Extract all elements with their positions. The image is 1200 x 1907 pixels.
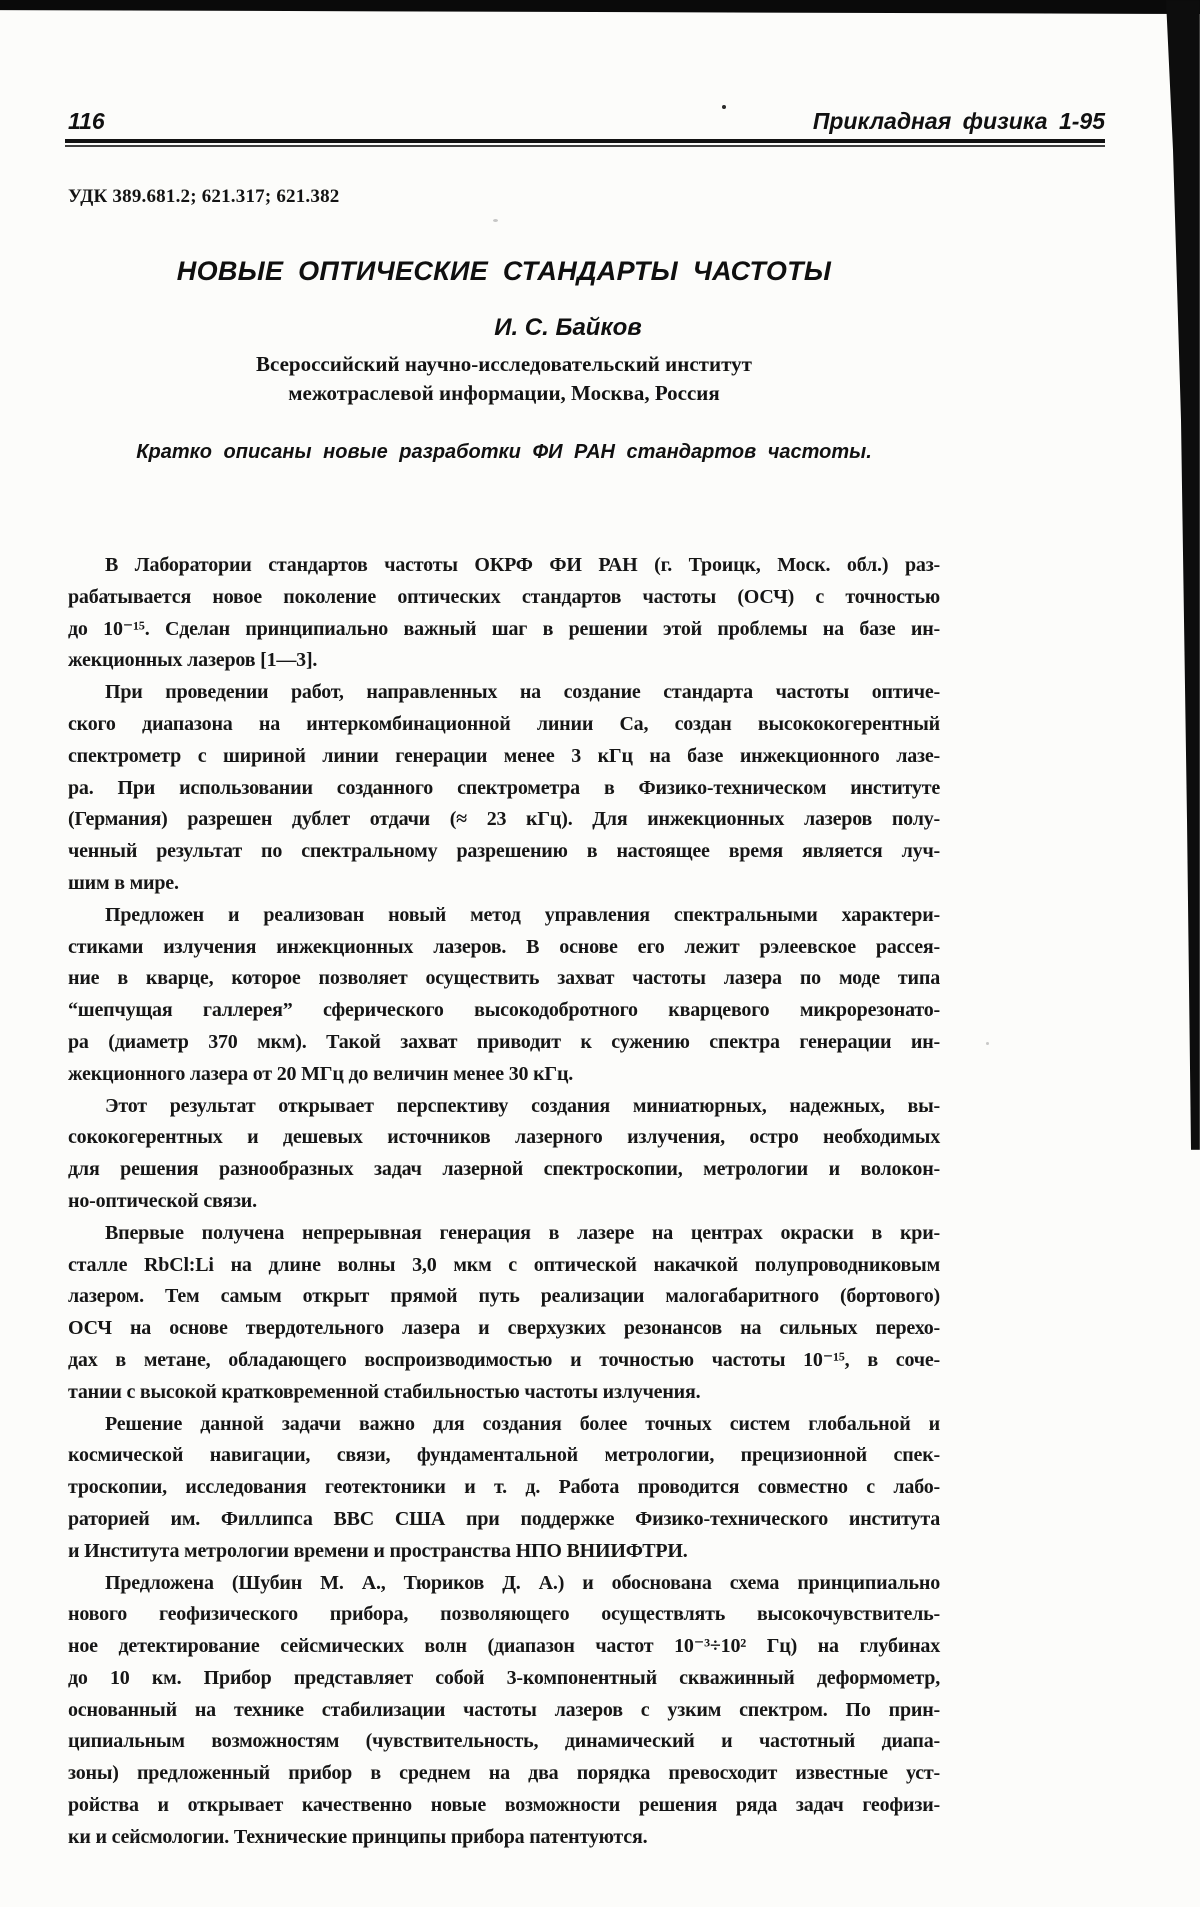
body-text-line: “шепчущая галлерея” сферического высокодобротного кварцевого микрорезонато- (68, 999, 940, 1022)
body-text-line: тании с высокой кратковременной стабильностью частоты излучения. (68, 1380, 701, 1403)
body-text-line: и Института метрологии времени и пространства НПО ВНИИФТРИ. (68, 1539, 688, 1562)
body-text-line: ципиальным возможностям (чувствительность, динамический и частотный диапа- (68, 1730, 940, 1753)
page-number: 116 (68, 108, 105, 134)
body-text-line: нового геофизического прибора, позволяющего осуществлять высокочувствитель- (68, 1603, 940, 1626)
article-body (68, 550, 940, 1854)
affiliation-line-2: межотраслевой информации, Москва, Россия (288, 381, 720, 405)
body-text-line: Решение данной задачи важно для создания более точных систем глобальной и (105, 1412, 940, 1435)
paragraph (68, 1409, 940, 1568)
body-text-line: ского диапазона на интеркомбинационной линии Са, создан высококогерентный (68, 712, 940, 735)
article-author: И. С. Байков (494, 314, 642, 341)
body-text-line: Предложен и реализован новый метод управления спектральными характери- (105, 903, 940, 926)
body-text-line: троскопии, исследования геотектоники и т. д. Работа проводится совместно с лабо- (68, 1476, 940, 1499)
paragraph (68, 677, 940, 900)
body-text-line: рабатывается новое поколение оптических стандартов частоты (ОСЧ) с точностью (68, 585, 940, 608)
body-text-line: основанный на технике стабилизации частоты лазеров с узким спектром. По прин- (68, 1698, 940, 1721)
body-text-line: космической навигации, связи, фундаментальной метрологии, прецизионной спек- (68, 1444, 940, 1467)
body-text-line: до 10⁻¹⁵. Сделан принципиально важный шаг в решении этой проблемы на базе ин- (68, 617, 940, 640)
body-text-line: дах в метане, обладающего воспроизводимостью и точностью частоты 10⁻¹⁵, в соче- (68, 1348, 940, 1371)
article-title: НОВЫЕ ОПТИЧЕСКИЕ СТАНДАРТЫ ЧАСТОТЫ (176, 256, 832, 286)
paragraph (68, 1568, 940, 1854)
body-text-line: ра. При использовании созданного спектрометра в Физико-техническом институте (68, 776, 940, 799)
body-text-line: жекционного лазера от 20 МГц до величин менее 30 кГц. (68, 1062, 574, 1085)
body-text-line: стиками излучения инжекционных лазеров. В основе его лежит рэлеевское рассея- (68, 935, 940, 958)
body-text-line: спектрометр с шириной линии генерации менее 3 кГц на базе инжекционного лазе- (68, 744, 940, 767)
article-abstract: Кратко описаны новые разработки ФИ РАН стандартов частоты. (136, 441, 872, 463)
scan-top-edge-bar (0, 0, 1200, 14)
scan-right-edge-band (1164, 0, 1200, 1150)
body-text-line: При проведении работ, направленных на создание стандарта частоты оптиче- (105, 681, 940, 704)
paragraph (68, 550, 940, 677)
body-text-line: но-оптической связи. (68, 1189, 257, 1212)
body-text-line: В Лаборатории стандартов частоты ОКРФ ФИ РАН (г. Троицк, Моск. обл.) раз- (105, 554, 940, 576)
body-text-line: ра (диаметр 370 мкм). Такой захват приводит к сужению спектра генерации ин- (68, 1030, 940, 1053)
body-text-line: лазером. Тем самым открыт прямой путь реализации малогабаритного (бортового) (68, 1285, 940, 1308)
journal-title: Прикладная физика 1-95 (812, 108, 1105, 134)
body-text-line: жекционных лазеров [1—3]. (68, 649, 318, 672)
paragraph (68, 1091, 940, 1218)
body-text-line: зоны) предложенный прибор в среднем на два порядка превосходит известные уст- (68, 1762, 940, 1785)
body-text-line: ние в кварце, которое позволяет осуществить захват частоты лазера по моде типа (68, 967, 940, 990)
paragraph (68, 900, 940, 1091)
scan-speck (493, 219, 498, 222)
body-text-line: ройства и открывает качественно новые возможности решения ряда задач геофизи- (68, 1794, 940, 1817)
body-text-line: Предложена (Шубин М. А., Тюриков Д. А.) и обоснована схема принципиально (105, 1571, 940, 1594)
header-rule (65, 139, 1105, 147)
body-text-line: ченный результат по спектральному разрешению в настоящее время является луч- (68, 840, 940, 863)
body-text-line: для решения разнообразных задач лазерной спектроскопии, метрологии и волокон- (68, 1158, 940, 1181)
body-text-line: раторией им. Филлипса ВВС США при поддержке Физико-технического института (68, 1507, 940, 1530)
udc-code: УДК 389.681.2; 621.317; 621.382 (68, 186, 340, 207)
body-text-line: Этот результат открывает перспективу создания миниатюрных, надежных, вы- (105, 1094, 940, 1117)
body-text-line: сококогерентных и дешевых источников лазерного излучения, остро необходимых (68, 1126, 940, 1149)
body-text-line: ное детектирование сейсмических волн (диапазон частот 10⁻³÷10² Гц) на глубинах (68, 1635, 940, 1658)
body-text-line: до 10 км. Прибор представляет собой 3-компонентный скважинный деформометр, (68, 1666, 940, 1689)
scan-speck (986, 1042, 989, 1045)
body-text-line: сталле RbCl:Li на длине волны 3,0 мкм с оптической накачкой полупроводниковым (68, 1253, 940, 1276)
affiliation-line-1: Всероссийский научно-исследовательский институт (256, 352, 752, 376)
body-text-line: ОСЧ на основе твердотельного лазера и сверхузких резонансов на сильных перехо- (68, 1317, 940, 1340)
paragraph (68, 1218, 940, 1409)
body-text-line: шим в мире. (68, 871, 179, 894)
body-text-line: (Германия) разрешен дублет отдачи (≈ 23 кГц). Для инжекционных лазеров полу- (68, 808, 940, 831)
body-text-line: Впервые получена непрерывная генерация в лазере на центрах окраски в кри- (105, 1221, 940, 1244)
body-text-line: ки и сейсмологии. Технические принципы прибора патентуются. (68, 1825, 648, 1848)
